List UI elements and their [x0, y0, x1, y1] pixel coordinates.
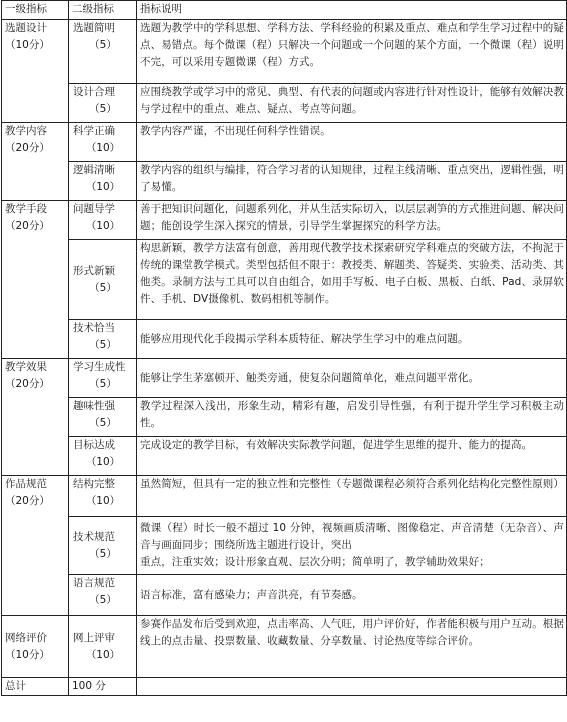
description-cell: 选题为教学中的学科思想、学科方法、学科经验的积累及重点、难点和学生学习过程中的疑点、易错点。每个微课（程）只解决一个问题或一个问题的某个方面，一个微课（程）说明不完，可以采用专题微课（程）方式。	[137, 20, 567, 84]
level2-cell	[69, 162, 137, 201]
level2-cell	[69, 84, 137, 123]
level2-score: （5）	[89, 547, 117, 560]
level1-cell	[2, 359, 69, 476]
total-row	[2, 678, 567, 696]
level2-cell	[69, 575, 137, 616]
level1-cell	[2, 616, 69, 678]
table-row	[2, 162, 567, 201]
description-cell: 应围绕教学或学习中的常见、典型、有代表的问题或内容进行针对性设计，能够有效解决教与学过程中的重点、难点、疑点、考点等问题。	[137, 84, 567, 123]
level2-cell	[69, 20, 137, 84]
level1-cell	[2, 201, 69, 359]
level1-score: （20分）	[5, 142, 50, 154]
level2-cell	[69, 476, 137, 517]
header-level2: 二级指标	[69, 1, 137, 20]
level2-score: （5）	[89, 594, 117, 606]
description-line: 微课（程）时长一般不超过 10 分钟，视频画质清晰、图像稳定、声音清楚（无杂音）、声音与画面同步；围绕所选主题进行设计，突出	[140, 522, 564, 551]
level2-score: （10）	[85, 181, 121, 193]
level2-score: （10）	[85, 648, 121, 661]
evaluation-table	[1, 0, 567, 696]
description-cell: 能够让学生茅塞顿开、触类旁通，使复杂问题简单化，难点问题平常化。	[137, 359, 567, 398]
level2-name: 技术规范	[73, 530, 115, 543]
level1-name: 网络评价	[5, 631, 47, 644]
table-row	[2, 359, 567, 398]
level2-score: （5）	[89, 417, 117, 429]
level1-cell	[2, 20, 69, 123]
table-row	[2, 84, 567, 123]
table-row	[2, 476, 567, 517]
level2-cell	[69, 437, 137, 476]
level2-name: 设计合理	[73, 86, 115, 98]
level1-score: （20分）	[5, 220, 50, 232]
description-cell: 能够应用现代化手段揭示学科本质特征、解决学生学习中的难点问题。	[137, 320, 567, 359]
level1-name: 教学手段	[5, 203, 47, 215]
level2-name: 趣味性强	[73, 400, 115, 412]
level2-score: （10）	[85, 220, 121, 232]
level2-score: （10）	[85, 495, 121, 507]
description-line: 重点，注重实效；设计形象直观、层次分明；简单明了，教学辅助效果好；	[140, 556, 490, 568]
description-cell: 完成设定的教学目标，有效解决实际教学问题，促进学生思维的提升、能力的提高。	[137, 437, 567, 476]
table-row	[2, 517, 567, 575]
level1-score: （20分）	[5, 378, 50, 390]
header-level1: 一级指标	[2, 1, 69, 20]
total-value: 100 分	[69, 678, 137, 696]
table-row	[2, 123, 567, 162]
level1-score: （10分）	[5, 648, 50, 661]
table-row	[2, 575, 567, 616]
level1-name: 作品规范	[5, 478, 47, 490]
table-row	[2, 616, 567, 678]
level2-cell	[69, 201, 137, 240]
header-description: 指标说明	[137, 1, 567, 20]
description-cell: 虽然简短，但具有一定的独立性和完整性（专题微课程必须符合系列化结构化完整性原则）	[137, 476, 567, 517]
level1-name: 教学内容	[5, 125, 47, 137]
description-cell	[137, 517, 567, 575]
level2-name: 形式新颖	[73, 264, 115, 277]
description-cell: 善于把知识问题化，问题系列化，并从生活实际切入，以层层剥笋的方式推进问题、解决问题；能创设学生深入探究的情景，引导学生掌握探究的科学方法。	[137, 201, 567, 240]
description-cell: 教学内容严谨，不出现任何科学性错误。	[137, 123, 567, 162]
level2-cell	[69, 616, 137, 678]
level2-name: 目标达成	[73, 439, 115, 451]
description-cell: 构思新颖，教学方法富有创意，善用现代教学技术探索研究学科难点的突破方法，不拘泥于传统的课堂教学模式。类型包括但不限于：教授类、解题类、答疑类、实验类、活动类、其他类。录制方法与工具可以自由组合，如用手写板、电子白板、黑板、白纸、Pad、录屏软件、手机、DV摄像机、数码相机等制作。	[137, 240, 567, 320]
level2-cell	[69, 398, 137, 437]
level2-score: （10）	[85, 142, 121, 154]
level2-name: 技术恰当	[73, 322, 115, 334]
table-row	[2, 398, 567, 437]
table-row	[2, 320, 567, 359]
level2-name: 逻辑清晰	[73, 164, 115, 176]
level2-cell	[69, 123, 137, 162]
level2-name: 学习生成性	[73, 361, 126, 373]
level2-score: （5）	[89, 103, 117, 115]
description-cell: 语言标准，富有感染力；声音洪亮，有节奏感。	[137, 575, 567, 616]
level1-name: 教学效果	[5, 361, 47, 373]
total-empty-cell	[137, 678, 567, 696]
level1-score: （10分）	[5, 39, 50, 51]
level2-name: 选题简明	[73, 22, 115, 34]
level2-name: 问题导学	[73, 203, 115, 215]
level2-cell	[69, 517, 137, 575]
level2-cell	[69, 320, 137, 359]
level2-score: （5）	[89, 378, 117, 390]
level2-name: 结构完整	[73, 478, 115, 490]
level1-cell	[2, 476, 69, 616]
table-row	[2, 437, 567, 476]
level2-score: （10）	[85, 456, 121, 468]
level2-score: （5）	[89, 281, 117, 294]
level2-score: （5）	[89, 339, 117, 351]
header-row	[2, 1, 567, 20]
total-label: 总计	[2, 678, 69, 696]
level1-score: （20分）	[5, 495, 50, 507]
level1-cell	[2, 123, 69, 201]
level2-score: （5）	[89, 39, 117, 51]
level2-name: 语言规范	[73, 577, 115, 589]
table-row	[2, 20, 567, 84]
level2-cell	[69, 240, 137, 320]
level2-cell	[69, 359, 137, 398]
description-cell: 教学过程深入浅出，形象生动，精彩有趣，启发引导性强，有利于提升学生学习积极主动性。	[137, 398, 567, 437]
table-row	[2, 201, 567, 240]
level1-name: 选题设计	[5, 22, 47, 34]
description-cell: 参赛作品发布后受到欢迎，点击率高、人气旺，用户评价好，作者能积极与用户互动。根据线上的点击量、投票数量、收藏数量、分享数量、讨论热度等综合评价。	[137, 616, 567, 678]
table-row	[2, 240, 567, 320]
level2-name: 网上评审	[73, 631, 115, 644]
description-cell: 教学内容的组织与编排，符合学习者的认知规律，过程主线清晰、重点突出，逻辑性强，明了易懂。	[137, 162, 567, 201]
level2-name: 科学正确	[73, 125, 115, 137]
